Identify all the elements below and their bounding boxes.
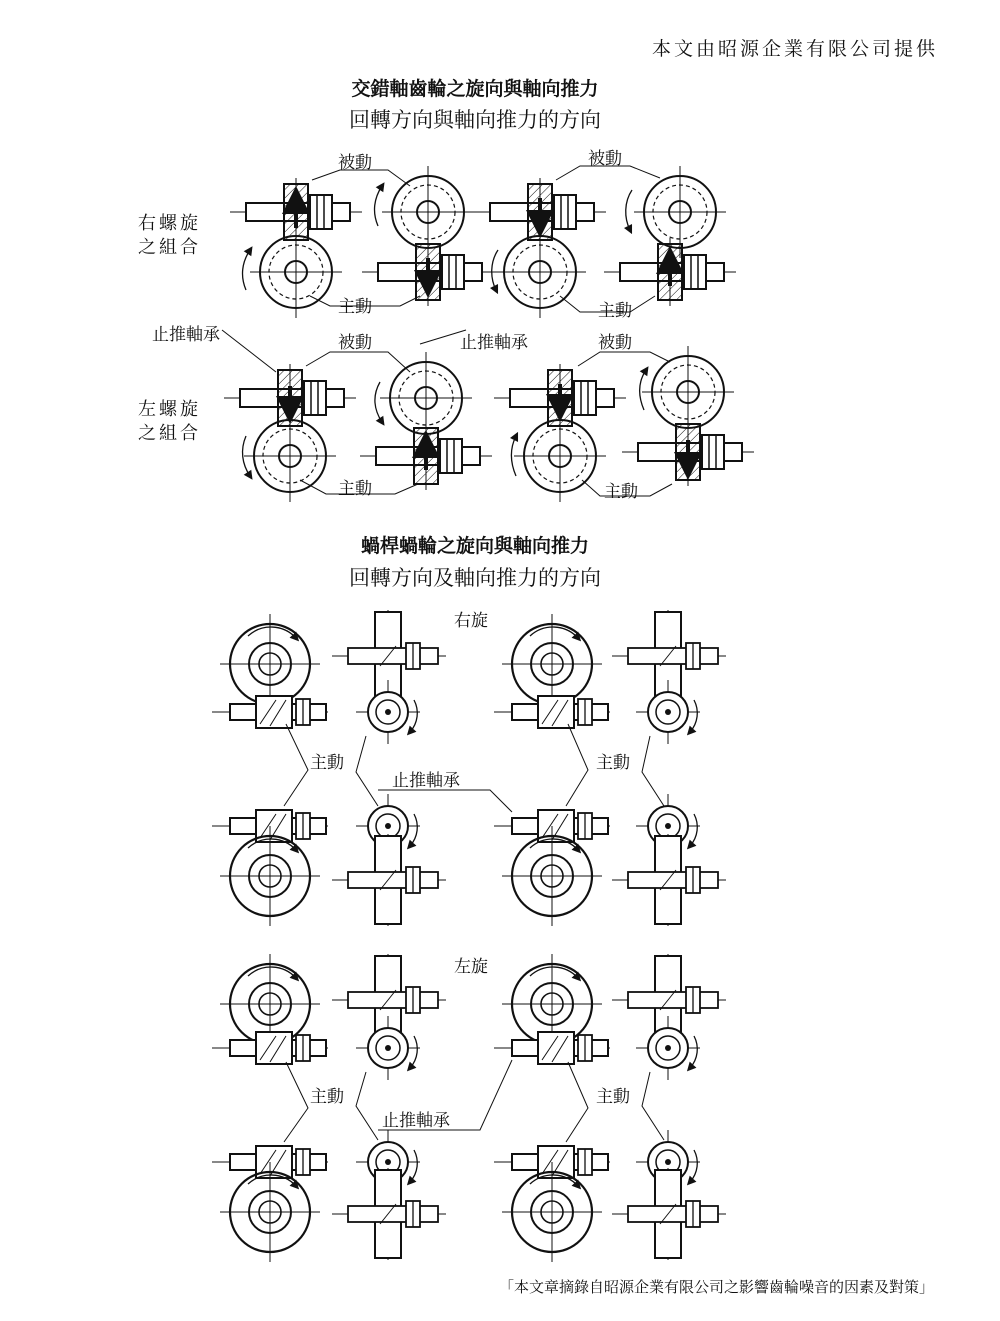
label-thrust-bearing: 止推軸承 bbox=[152, 325, 220, 345]
right-helix-pair-a bbox=[230, 166, 494, 318]
left-helix-pair-a bbox=[224, 352, 492, 502]
label-driven: 被動 bbox=[338, 153, 372, 173]
label-right-hand: 右旋 bbox=[454, 611, 488, 631]
label-thrust-bearing: 止推軸承 bbox=[382, 1111, 450, 1131]
left-helix-pair-b bbox=[494, 346, 754, 502]
label-driver: 主動 bbox=[596, 1087, 630, 1107]
label-right-helix-combo: 右螺旋 之組合 bbox=[138, 213, 201, 258]
label-driven: 被動 bbox=[338, 333, 372, 353]
section1-subtitle: 回轉方向與軸向推力的方向 bbox=[349, 108, 601, 132]
label-driven: 被動 bbox=[598, 333, 632, 353]
label-thrust-bearing: 止推軸承 bbox=[392, 771, 460, 791]
label-driver: 主動 bbox=[338, 297, 372, 317]
label-thrust-bearing: 止推軸承 bbox=[460, 333, 528, 353]
section1-title: 交錯軸齒輪之旋向與軸向推力 bbox=[351, 78, 599, 100]
footer-citation: 「本文章摘錄自昭源企業有限公司之影響齒輪噪音的因素及對策」 bbox=[498, 1278, 934, 1296]
worm-left-top bbox=[212, 954, 726, 1080]
section2-title: 蝸桿蝸輪之旋向與軸向推力 bbox=[360, 535, 589, 557]
worm-right-top bbox=[212, 610, 726, 744]
worm-right-bottom bbox=[212, 794, 726, 926]
provider-credit: 本文由昭源企業有限公司提供 bbox=[651, 38, 938, 60]
label-driver: 主動 bbox=[596, 753, 630, 773]
label-driver: 主動 bbox=[604, 482, 638, 502]
label-driven: 被動 bbox=[588, 149, 622, 169]
label-driver: 主動 bbox=[310, 753, 344, 773]
worm-left-bottom bbox=[212, 1130, 726, 1262]
label-driver: 主動 bbox=[598, 301, 632, 321]
label-driver: 主動 bbox=[338, 479, 372, 499]
label-left-helix-combo: 左螺旋 之組合 bbox=[138, 399, 201, 444]
label-driver: 主動 bbox=[310, 1087, 344, 1107]
right-helix-pair-b bbox=[474, 166, 736, 318]
section2-subtitle: 回轉方向及軸向推力的方向 bbox=[349, 566, 601, 590]
label-left-hand: 左旋 bbox=[454, 957, 488, 977]
